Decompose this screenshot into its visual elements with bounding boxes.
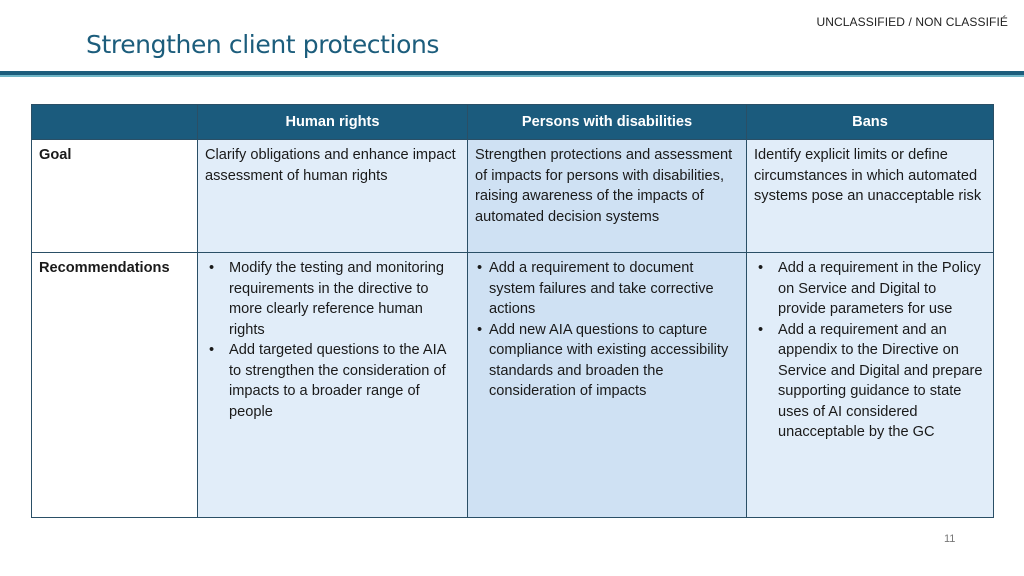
page-number: 11 (944, 533, 956, 545)
protections-table (31, 104, 994, 518)
list-item: • Add a requirement to document system failures and take corrective actions (475, 258, 740, 320)
page-title: Strengthen client protections (86, 30, 440, 59)
header-cell-empty (32, 105, 198, 140)
table-header-row (32, 105, 994, 140)
recommendations-bans (747, 253, 994, 518)
title-rule-accent (0, 75, 1024, 77)
list-item: • Add a requirement in the Policy on Service and Digital to provide parameters for use (754, 258, 987, 320)
recommendation-list (475, 258, 740, 402)
goal-human-rights: Clarify obligations and enhance impact assessment of human rights (198, 140, 468, 253)
table-row-recommendations (32, 253, 994, 518)
goal-disabilities: Strengthen protections and assessment of impacts for persons with disabilities, raising awareness of the impacts of automated decision systems (468, 140, 747, 253)
header-cell-disabilities: Persons with disabilities (468, 105, 747, 140)
recommendations-human-rights (198, 253, 468, 518)
list-item: • Add a requirement and an appendix to the Directive on Service and Digital and prepare supporting guidance to state uses of AI considered unacceptable by the GC (754, 320, 987, 443)
list-item: • Add new AIA questions to capture compliance with existing accessibility standards and broaden the consideration of impacts (475, 320, 740, 402)
recommendation-list (754, 258, 987, 443)
list-item: • Add targeted questions to the AIA to strengthen the consideration of impacts to a broader range of people (205, 340, 461, 422)
list-item: • Modify the testing and monitoring requirements in the directive to more clearly reference human rights (205, 258, 461, 340)
header-cell-human-rights: Human rights (198, 105, 468, 140)
row-label-recommendations: Recommendations (32, 253, 198, 518)
header-cell-bans: Bans (747, 105, 994, 140)
recommendation-list (205, 258, 461, 422)
goal-bans: Identify explicit limits or define circumstances in which automated systems pose an unacceptable risk (747, 140, 994, 253)
recommendations-disabilities (468, 253, 747, 518)
row-label-goal: Goal (32, 140, 198, 253)
classification-label: UNCLASSIFIED / NON CLASSIFIÉ (816, 15, 1008, 29)
table-row-goal (32, 140, 994, 253)
